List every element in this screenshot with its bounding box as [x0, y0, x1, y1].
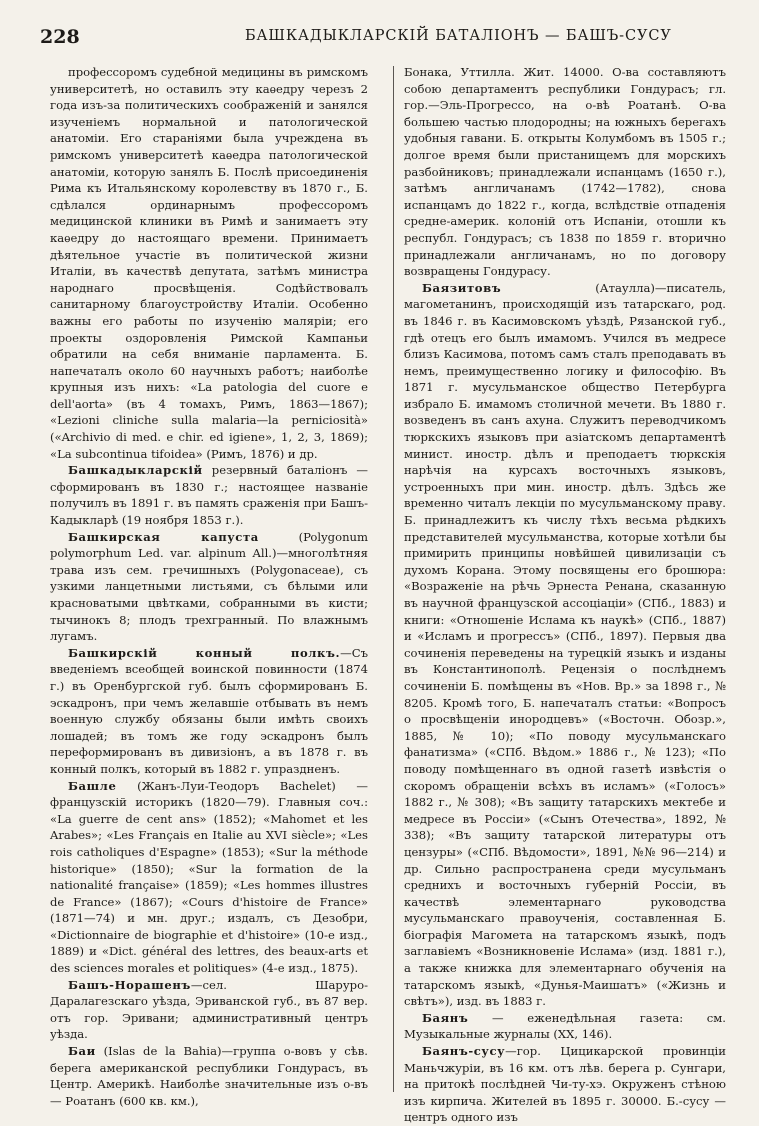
entry-text: Бонака, Уттилла. Жит. 14000. О-ва составляютъ собою департаментъ республики Гондурасъ; гл. гор.—Эль-Прогрессо, на о-вѣ Роатанѣ. О-ва большею частью плодородны; на южныхъ берегахъ удобныя гавани. Б. открыты Колумбомъ въ 1505 г.; долгое время были пристанищемъ для морскихъ разбойниковъ; принадлежали испанцамъ (1650 г.), затѣмъ англичанамъ (1742—1782), снова испанцамъ до 1822 г., когда, вслѣдствіе отпаденія средне-америк. колоній отъ Испаніи, отошли къ республ. Гондурасъ; съ 1838 по 1859 г. вторично принадлежали англичанамъ, но по договору возвращены Гондурасу.: [404, 65, 726, 279]
entry-headword: Башле: [68, 778, 117, 793]
entry-text: (Атаулла)—писатель, магометанинъ, происходящій изъ татарскаго, род. въ 1846 г. въ Касимовскомъ уѣздѣ, Рязанской губ., гдѣ отецъ его былъ имамомъ. Учился въ медресе близъ Касимова, потомъ самъ сталъ преподавать въ немъ, преимущественно логику и философію. Въ 1871 г. мусульманское общество Петербурга избрало Б. имамомъ столичной мечети. Въ 1880 г. возведенъ въ санъ ахуна. Служитъ переводчикомъ тюркскихъ языковъ при азіатскомъ департаментѣ минист. иностр. дѣлъ и преподаетъ тюркскія нарѣчія на курсахъ восточныхъ языковъ, устроенныхъ при мин. иностр. дѣлъ. Здѣсь же временно читалъ лекціи по мусульманскому праву. Б. принадлежитъ къ числу тѣхъ весьма рѣдкихъ представителей мусульманства, которые хотѣли бы примирить принципы новѣйшей цивилизаціи съ духомъ Корана. Этому посвящены его брошюра: «Возраженіе на рѣчь Эрнеста Ренана, сказанную въ научной французской ассоціаціи» (СПб., 1883) и книги: «Отношеніе Ислама къ наукѣ» (СПб., 1887) и «Исламъ и прогрессъ» (СПб., 1897). Первыя два сочиненія переведены на турецкій языкъ и изданы въ Константинополѣ. Рецензія о послѣднемъ сочиненіи Б. помѣщены въ «Нов. Вр.» за 1898 г., № 8205. Кромѣ того, Б. напечаталъ статьи: «Вопросъ о просвѣщеніи инородцевъ» («Восточн. Обозр.», 1885, № 10); «По поводу мусульманскаго фанатизма» («СПб. Вѣдом.» 1886 г., № 123); «По поводу помѣщеннаго въ одной газетѣ извѣстія о скоромъ обращеніи всѣхъ въ исламъ» («Голосъ» 1882 г., № 308); «Въ защиту татарскихъ мектебе и медресе въ Россіи» («Сынъ Отечества», 1892, № 338); «Въ защиту татарской литературы отъ цензуры» («СПб. Вѣдомости», 1891, №№ 96—214) и др. Сильно распространена среди мусульманъ среднихъ и восточныхъ губерній Россіи, въ качествѣ элементарнаго руководства мусульманскаго правоученія, составленная Б. біографія Магомета на татарскомъ языкѣ, подъ заглавіемъ «Возникновеніе Ислама» (изд. 1881 г.), а также книжка для элементарнаго обученія на татарскомъ языкѣ, «Дунья-Маишатъ» («Жизнь и свѣтъ»), изд. въ 1883 г.: [404, 280, 726, 1009]
entry-bachelet: [50, 778, 368, 977]
right-column: [404, 64, 726, 1125]
entry-headword: Башкирскій конный полкъ.: [68, 645, 341, 660]
entry-bayan-newspaper: [404, 1010, 726, 1043]
entry-bayazitov: [404, 280, 726, 1010]
entry-headword: Баянъ: [422, 1010, 469, 1025]
entry-headword: Баи: [68, 1044, 96, 1059]
entry-text: —Съ введеніемъ всеобщей воинской повинности (1874 г.) въ Оренбургской губ. былъ сформированъ Б. эскадронъ, при чемъ желавшіе отбывать въ немъ военную службу обязаны были имѣть своихъ лошадей; въ томъ же году эскадронъ былъ переформированъ въ дивизіонъ, а въ 1878 г. въ конный полкъ, который въ 1882 г. упраздненъ.: [50, 645, 368, 776]
entry-text: (Жанъ-Луи-Теодоръ Bachelet) — французскій историкъ (1820—79). Главныя соч.: «La guerre de cent ans» (1852); «Mahomet et les Arabes»; «Les Français en Italie au XVI siècle»; «Les rois catholiques d'Espagne» (1853); «Sur la méthode historique» (1850); «Sur la formation de la nationalité française» (1859); «Les hommes illustres de France» (1867); «Cours d'histoire de France» (1871—74) и мн. друг.; издалъ, съ Дезобри, «Dictionnaire de biographie et d'histoire» (10-е изд., 1889) и «Dict. général des lettres, des beaux-arts et des sciences morales et politiques» (4-е изд., 1875).: [50, 778, 368, 976]
entry-continued: [404, 64, 726, 280]
entry-headword: Баязитовъ: [422, 280, 502, 295]
entry-text: —гор. Цицикарской провинціи Маньчжуріи, въ 16 км. отъ лѣв. берега р. Сунгари, на притокѣ послѣдней Чи-ту-хэ. Окруженъ стѣною изъ кирпича. Жителей въ 1895 г. 30000. Б.-сусу — центръ одного изъ: [404, 1044, 726, 1125]
left-column: [50, 64, 369, 1108]
entry-headword: Башкадыкларскій: [68, 463, 203, 478]
entry-bashkadyklarsky-battalion: [50, 462, 368, 528]
column-divider: [393, 66, 394, 1092]
entry-text: (Islas de la Bahia)—группа о-вовъ у сѣв. берега американской республики Гондурасъ, въ Центр. Америкѣ. Наиболѣе значительные изъ о-въ — Роатанъ (600 кв. км.),: [50, 1044, 368, 1108]
entry-headword: Башъ-Норашенъ: [68, 977, 191, 992]
entry-bashkir-cavalry-regiment: [50, 645, 368, 778]
running-head: БАШКАДЫКЛАРСКІЙ БАТАЛІОНЪ — БАШЪ-СУСУ: [245, 28, 672, 44]
page-header: [40, 26, 729, 52]
entry-text: —сел. Шаруро-Даралагезскаго уѣзда, Эриванской губ., въ 87 вер. отъ гор. Эривани; административный центръ уѣзда.: [50, 977, 368, 1042]
entry-bayan-susu: [404, 1043, 726, 1126]
entry-text: резервный баталіонъ — сформированъ въ 1830 г.; настоящее названіе получилъ въ 1891 г. въ память сраженія при Башъ-Кадыкларѣ (19 ноября 1853 г.).: [50, 463, 369, 528]
entry-text: профессоромъ судебной медицины въ римскомъ университетѣ, но оставилъ эту каѳедру черезъ 2 года изъ-за политическихъ соображеній и занялся изученіемъ нормальной и патологической анатоміи. Его стараніями была учреждена въ римскомъ университетѣ каѳедра патологической анатоміи, которую занялъ Б. Послѣ присоединенія Рима къ Итальянскому королевству въ 1870 г., Б. сдѣлался ординарнымъ профессоромъ медицинской клиники въ Римѣ и занимаетъ эту каѳедру до настоящаго времени. Принимаетъ дѣятельное участіе въ политической жизни Италіи, въ качествѣ депутата, затѣмъ министра народнаго просвѣщенія. Содѣйствовалъ санитарному благоустройству Италіи. Особенно важны его работы по изученію маляріи; его проекты оздоровленія Римской Кампаньи обратили на себя вниманіе парламента. Б. напечаталъ около 60 научныхъ работъ; наиболѣе крупныя изъ нихъ: «La patologia del cuore e dell'aorta» (въ 4 томахъ, Римъ, 1863—1867); «Lezioni cliniche sulla malaria—la perniciosità» («Archivio di med. e chir. ed igiene», 1, 2, 3, 1869); «La subcontinua tifoidea» (Римъ, 1876) и др.: [50, 65, 368, 461]
page-number: 228: [40, 26, 80, 48]
entry-bash-norashen: [50, 977, 368, 1043]
entry-bashkir-cabbage: [50, 529, 368, 645]
entry-text: (Polygonum polymorphum Led. var. alpinum All.)—многолѣтняя трава изъ сем. гречишныхъ (Polygonaceae), съ узкими ланцетными листьями, съ бѣлыми или красноватыми цвѣтками, собранными въ кисти; тычинокъ 8; плодъ трехгранный. По влажнымъ лугамъ.: [50, 529, 368, 644]
entry-bai-islands: [50, 1043, 368, 1109]
entry-headword: Баянъ-сусу: [422, 1044, 506, 1059]
entry-text: — еженедѣльная газета: см. Музыкальные журналы (XX, 146).: [404, 1010, 726, 1042]
entry-headword: Башкирская капуста: [68, 529, 259, 544]
entry-continued: [50, 64, 368, 462]
